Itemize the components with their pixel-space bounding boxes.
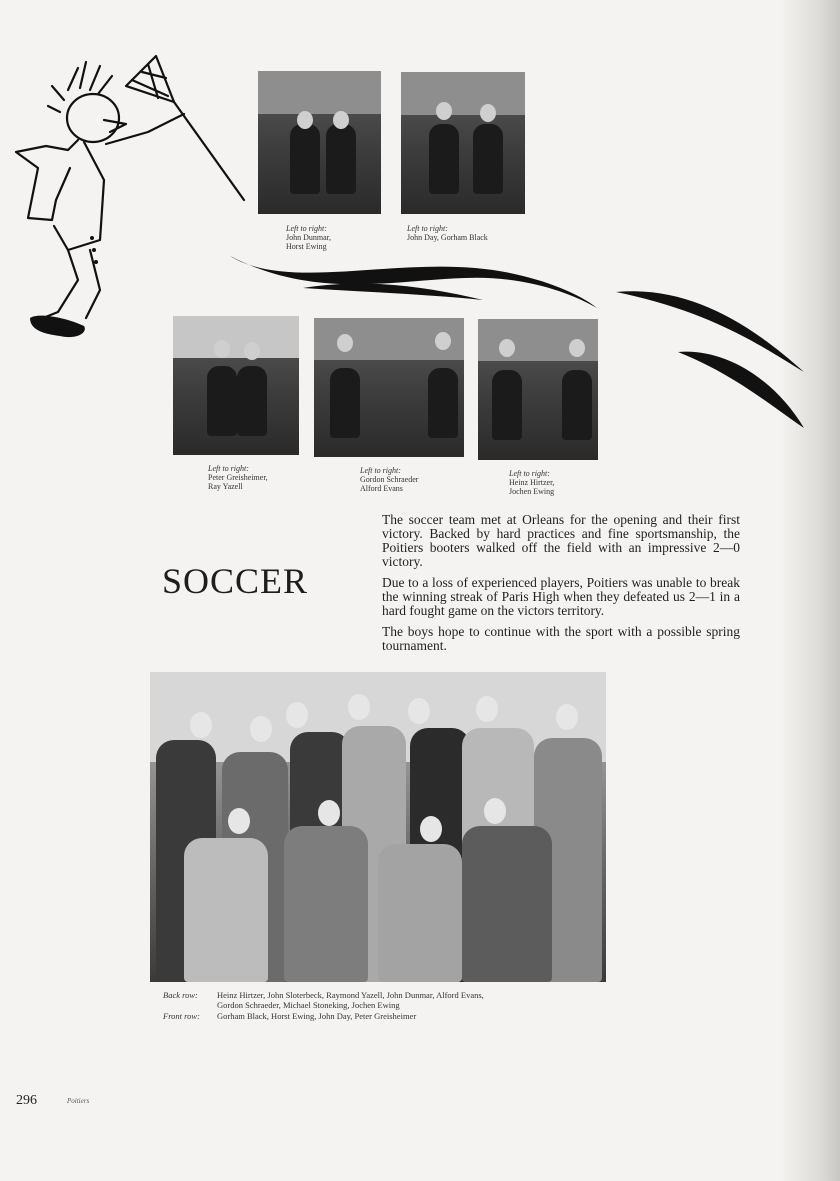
photo-caption: Left to right: Gordon Schraeder Alford Evans (360, 466, 419, 493)
photo-caption: Left to right: John Dunmar, Horst Ewing (286, 224, 332, 251)
photo-caption: Left to right: John Day, Gorham Black (407, 224, 488, 242)
page-title: SOCCER (162, 561, 309, 601)
article-paragraph: Due to a loss of experienced players, Poitiers was unable to break the winning streak of Paris High when they defeated us 2—1 in a hard fought game on the victors territory. (382, 575, 740, 618)
photo-dunmar-ewing (258, 71, 381, 214)
photo-hirtzer-ewing (478, 319, 598, 460)
article-paragraph: The boys hope to continue with the sport with a possible spring tournament. (382, 624, 740, 653)
cartoon-illustration (8, 50, 248, 355)
article-paragraph: The soccer team met at Orleans for the opening and their first victory. Backed by hard practices and fine sportsmanship, the Poitiers booters walked off the field with an impressive 2—0 victory. (382, 512, 740, 569)
photo-day-black (401, 72, 525, 214)
photo-caption: Left to right: Peter Greisheimer, Ray Yazell (208, 464, 268, 491)
page-edge-shadow (780, 0, 840, 1181)
photo-caption: Left to right: Heinz Hirtzer, Jochen Ewing (509, 469, 555, 496)
roster-front-row: Front row: Gorham Black, Horst Ewing, John Day, Peter Greisheimer (163, 1011, 417, 1021)
decorative-swoosh-right (614, 288, 808, 436)
page-footer-label: Poitiers (67, 1097, 90, 1105)
team-photo (150, 672, 606, 982)
photo-greisheimer-yazell (173, 316, 299, 455)
decorative-swoosh (225, 250, 605, 312)
roster-back-row: Back row: Heinz Hirtzer, John Sloterbeck, Raymond Yazell, John Dunmar, Alford Evans, Gordon Schraeder, Michael Stoneking, Jochen Ewing (163, 990, 484, 1010)
page-number: 296 (16, 1093, 37, 1108)
photo-schraeder-evans (314, 318, 464, 457)
